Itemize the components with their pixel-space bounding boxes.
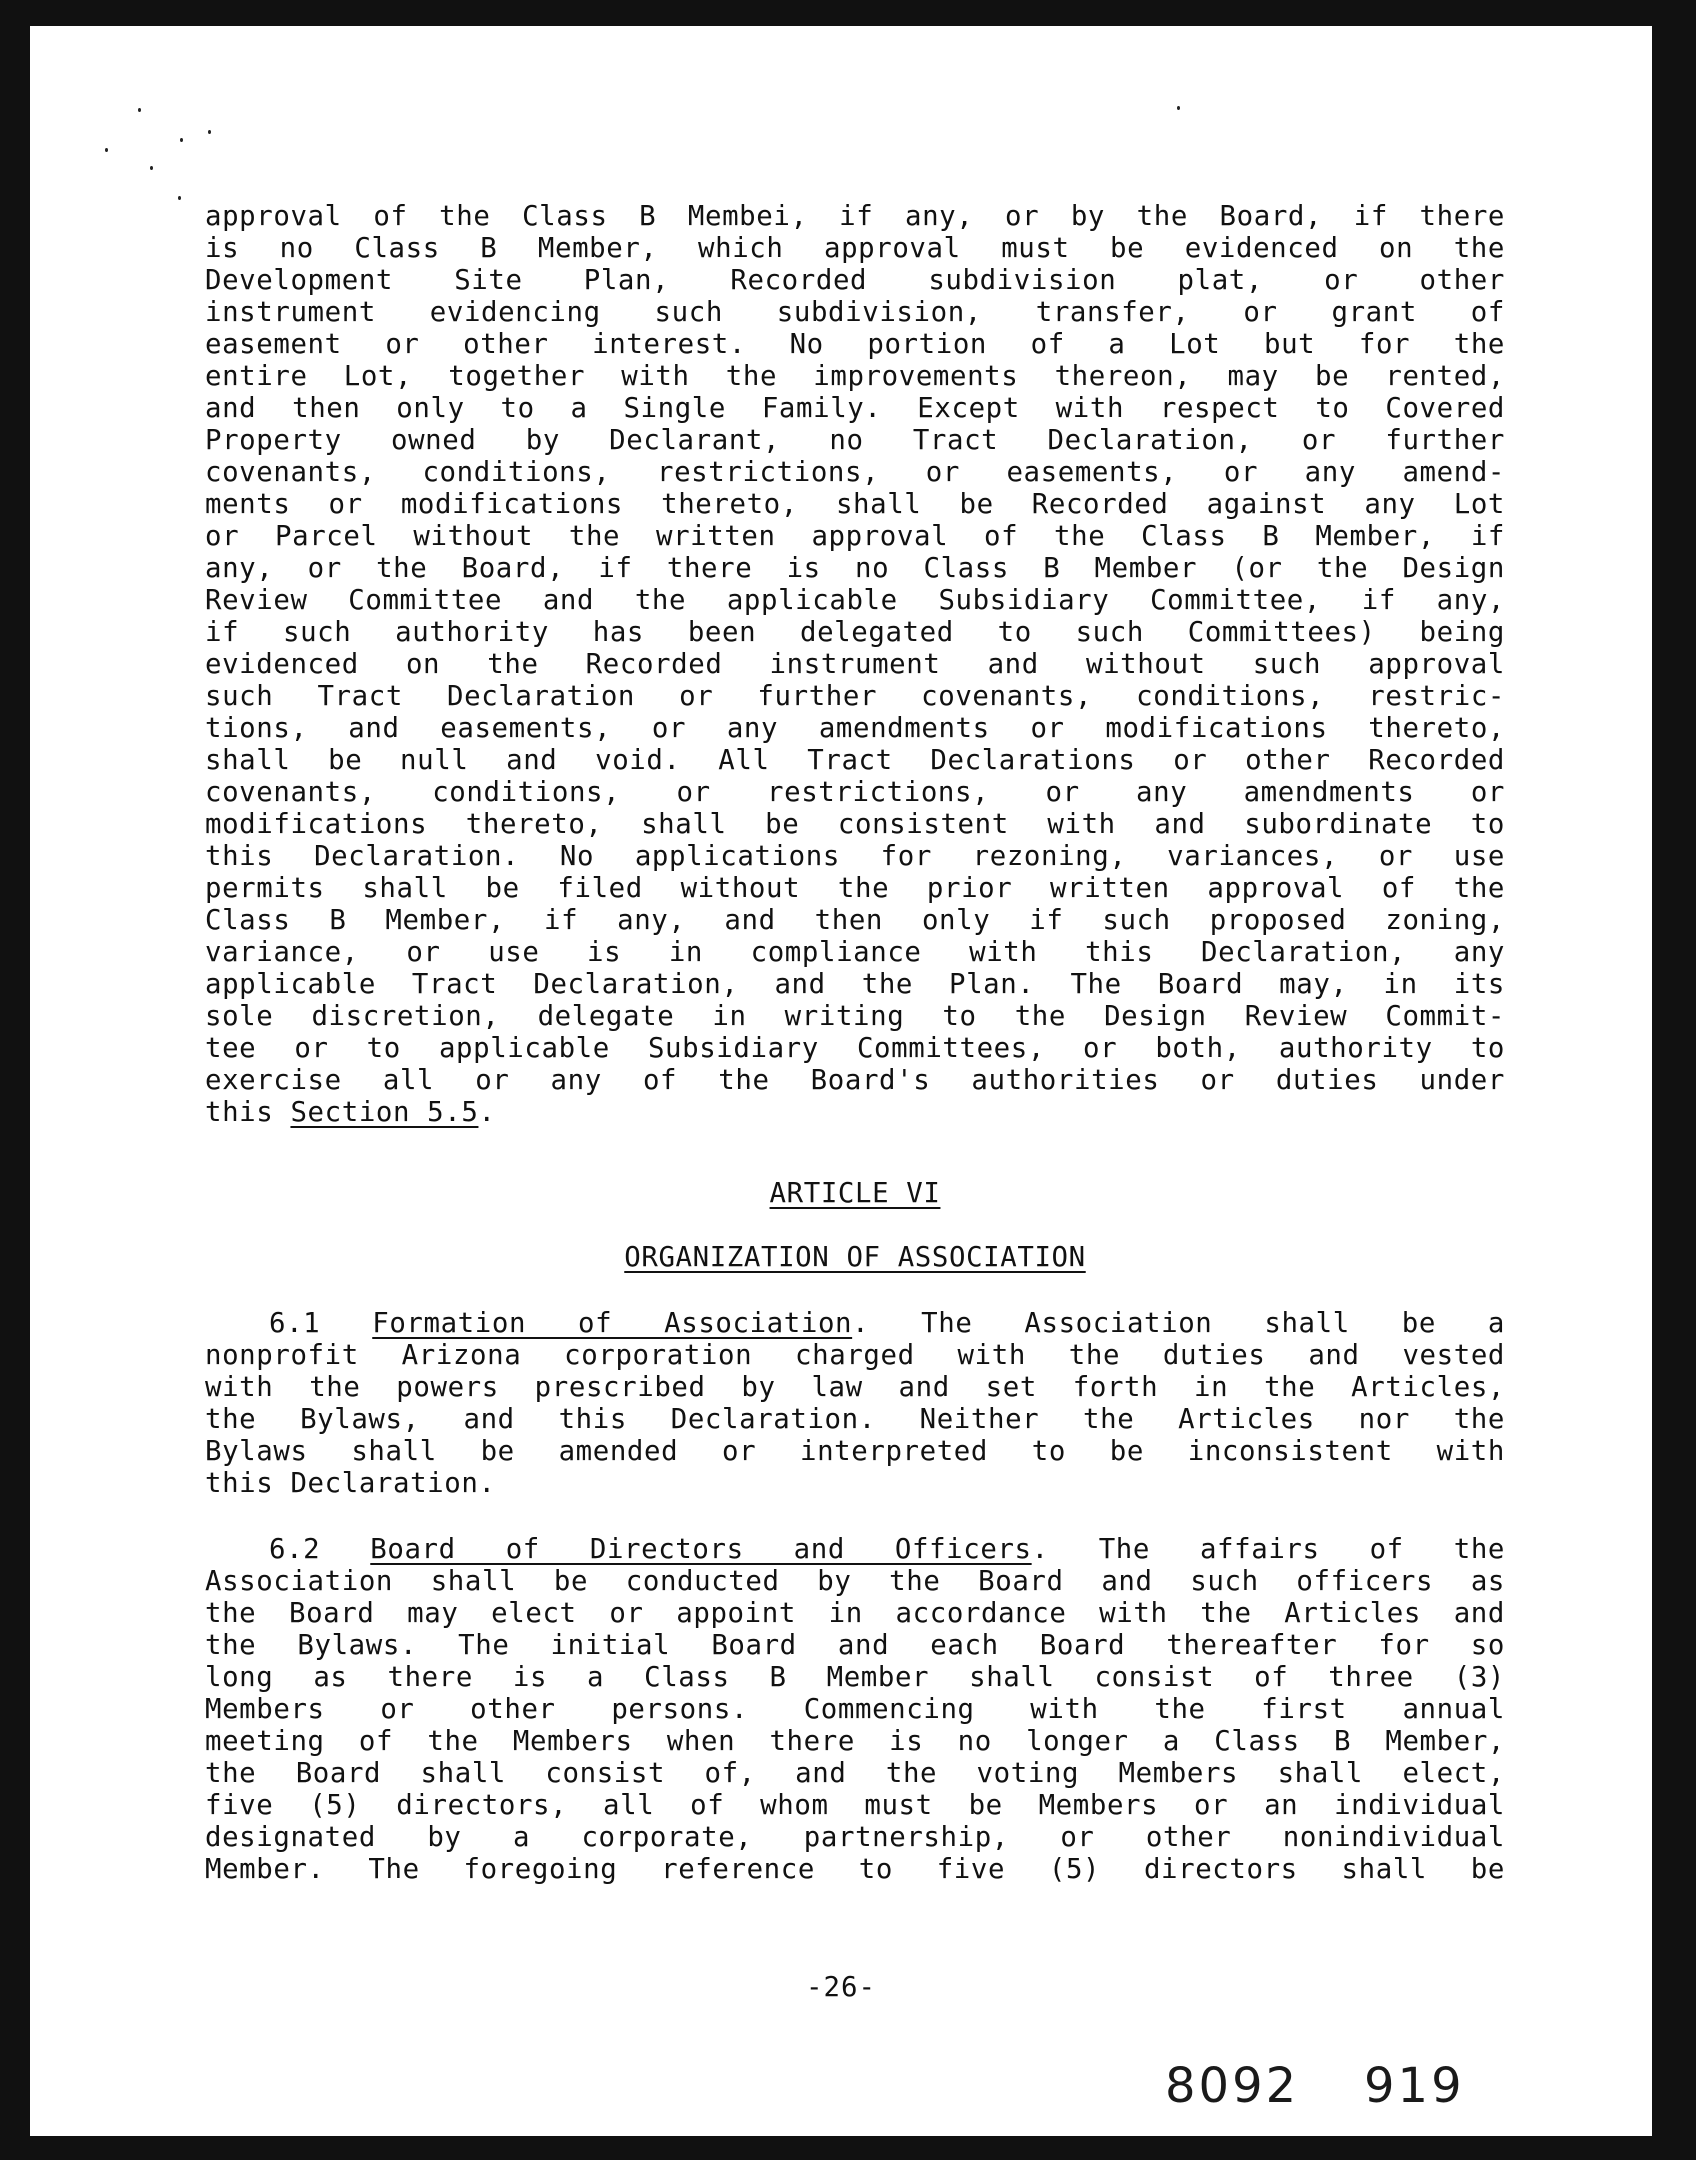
text-line: tee or to applicable Subsidiary Committees, or both, authority to [205, 1033, 1505, 1064]
text-line: Association shall be conducted by the Board and such officers as [205, 1566, 1505, 1597]
text-line: with the powers prescribed by law and set forth in the Articles, [205, 1372, 1505, 1403]
scan-speck [208, 130, 211, 134]
text-line: Member. The foregoing reference to five (5) directors shall be [205, 1854, 1505, 1885]
text-line: such Tract Declaration or further covenants, conditions, restric- [205, 681, 1505, 712]
article-title [205, 1242, 1505, 1274]
text-line: permits shall be filed without the prior written approval of the [205, 873, 1505, 904]
section-number: 6.2 [269, 1534, 371, 1565]
text-line: Bylaws shall be amended or interpreted to be inconsistent with [205, 1436, 1505, 1467]
section-reference: Section 5.5 [290, 1097, 479, 1128]
text-fragment: . [478, 1097, 496, 1128]
text-line: variance, or use is in compliance with this Declaration, any [205, 937, 1505, 968]
scan-speck [105, 148, 108, 152]
text-line: this Declaration. No applications for rezoning, variances, or use [205, 841, 1505, 872]
article-number [205, 1178, 1505, 1210]
text-line: the Bylaws, and this Declaration. Neither the Articles nor the [205, 1404, 1505, 1435]
text-line: sole discretion, delegate in writing to the Design Review Commit- [205, 1001, 1505, 1032]
text-line: exercise all or any of the Board's authorities or duties under [205, 1065, 1505, 1096]
article-number-text: ARTICLE VI [769, 1178, 941, 1209]
text-line: covenants, conditions, or restrictions, or any amendments or [205, 777, 1505, 808]
text-line: the Bylaws. The initial Board and each Board thereafter for so [205, 1630, 1505, 1661]
scan-speck [1177, 106, 1180, 110]
paragraph-continuation [205, 201, 1505, 1129]
text-line: this Declaration. [205, 1468, 496, 1499]
text-line: meeting of the Members when there is no longer a Class B Member, [205, 1726, 1505, 1757]
scan-speck [180, 138, 183, 142]
page-number: -26- [806, 1972, 876, 2003]
section-number: 6.1 [269, 1308, 373, 1339]
text-line: entire Lot, together with the improvements thereon, may be rented, [205, 361, 1505, 392]
text-line: nonprofit Arizona corporation charged with the duties and vested [205, 1340, 1505, 1371]
text-line: designated by a corporate, partnership, or other nonindividual [205, 1822, 1505, 1853]
text-line: or Parcel without the written approval of the Class B Member, if [205, 521, 1505, 552]
section-heading: Board of Directors and Officers [370, 1534, 1032, 1565]
text-line: five (5) directors, all of whom must be Members or an individual [205, 1790, 1505, 1821]
scan-speck [150, 166, 153, 170]
text-line: and then only to a Single Family. Except with respect to Covered [205, 393, 1505, 424]
text-line: Class B Member, if any, and then only if such proposed zoning, [205, 905, 1505, 936]
text-line: easement or other interest. No portion of a Lot but for the [205, 329, 1505, 360]
text-line: shall be null and void. All Tract Declarations or other Recorded [205, 745, 1505, 776]
text-line: Members or other persons. Commencing with the first annual [205, 1694, 1505, 1725]
text-line: Review Committee and the applicable Subsidiary Committee, if any, [205, 585, 1505, 616]
text-fragment: this [205, 1097, 291, 1128]
text-fragment: . The Association shall be a [852, 1308, 1505, 1339]
text-line: if such authority has been delegated to such Committees) being [205, 617, 1505, 648]
text-line: the Board shall consist of, and the voting Members shall elect, [205, 1758, 1505, 1789]
text-line: ments or modifications thereto, shall be Recorded against any Lot [205, 489, 1505, 520]
text-line: long as there is a Class B Member shall consist of three (3) [205, 1662, 1505, 1693]
text-line: tions, and easements, or any amendments or modifications thereto, [205, 713, 1505, 744]
text-line: evidenced on the Recorded instrument and without such approval [205, 649, 1505, 680]
text-line: covenants, conditions, restrictions, or easements, or any amend- [205, 457, 1505, 488]
text-line: applicable Tract Declaration, and the Plan. The Board may, in its [205, 969, 1505, 1000]
text-line: Property owned by Declarant, no Tract Declaration, or further [205, 425, 1505, 456]
section-6-1 [205, 1308, 1505, 1500]
recording-book-number: 8092 [1165, 2058, 1300, 2114]
section-6-2 [205, 1534, 1505, 1886]
text-line: modifications thereto, shall be consistent with and subordinate to [205, 809, 1505, 840]
section-heading-line [205, 1308, 1505, 1340]
text-line: Development Site Plan, Recorded subdivision plat, or other [205, 265, 1505, 296]
scan-speck [178, 196, 181, 200]
article-title-text: ORGANIZATION OF ASSOCIATION [624, 1242, 1086, 1273]
scan-speck [138, 108, 141, 112]
scanned-page [30, 26, 1652, 2136]
text-line: approval of the Class B Membei, if any, or by the Board, if there [205, 201, 1505, 232]
text-line [205, 1097, 1505, 1129]
text-line: is no Class B Member, which approval must be evidenced on the [205, 233, 1505, 264]
section-heading-line [205, 1534, 1505, 1566]
text-line: the Board may elect or appoint in accordance with the Articles and [205, 1598, 1505, 1629]
text-line: any, or the Board, if there is no Class B Member (or the Design [205, 553, 1505, 584]
text-line: instrument evidencing such subdivision, transfer, or grant of [205, 297, 1505, 328]
text-fragment: . The affairs of the [1031, 1534, 1506, 1565]
section-heading: Formation of Association [372, 1308, 853, 1339]
recording-page-number: 919 [1364, 2058, 1465, 2114]
